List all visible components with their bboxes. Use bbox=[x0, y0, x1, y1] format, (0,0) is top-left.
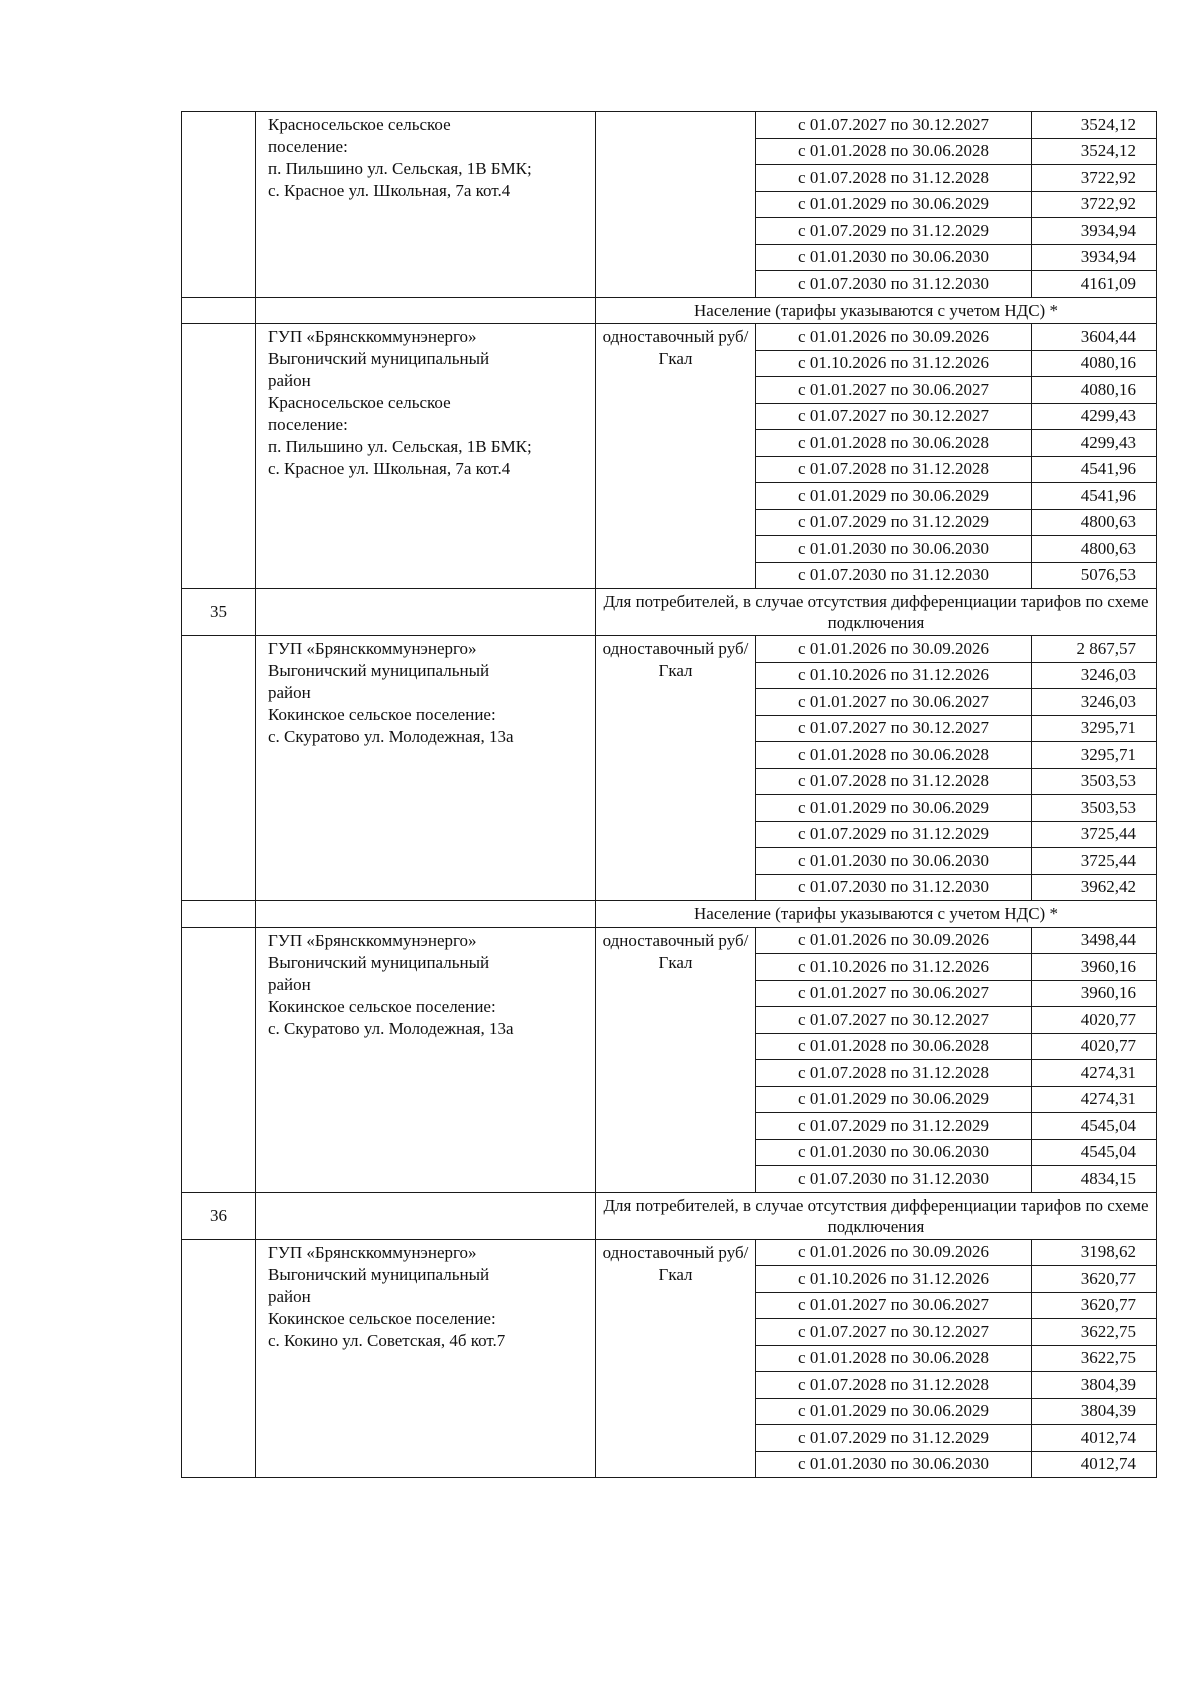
tariff-value-cell: 3198,62 bbox=[1032, 1239, 1157, 1266]
period-cell: с 01.07.2028 по 31.12.2028 bbox=[756, 1060, 1032, 1087]
organization-cell bbox=[256, 927, 596, 1192]
table-row bbox=[182, 324, 1157, 351]
empty-cell bbox=[256, 297, 596, 324]
organization-line: ГУП «Брянсккоммунэнерго» bbox=[268, 1242, 477, 1262]
organization-line: Красносельское сельское bbox=[268, 393, 451, 412]
empty-cell bbox=[256, 901, 596, 928]
organization-cell bbox=[256, 324, 596, 589]
period-cell: с 01.07.2027 по 30.12.2027 bbox=[756, 403, 1032, 430]
period-cell: с 01.01.2028 по 30.06.2028 bbox=[756, 430, 1032, 457]
tariff-value-cell: 3524,12 bbox=[1032, 112, 1157, 139]
tariff-value-cell: 4800,63 bbox=[1032, 536, 1157, 563]
organization-line: Выгоничский муниципальный bbox=[268, 952, 490, 972]
organization-line: район bbox=[268, 1286, 311, 1306]
period-cell: с 01.01.2030 по 30.06.2030 bbox=[756, 536, 1032, 563]
tariff-value-cell: 3804,39 bbox=[1032, 1372, 1157, 1399]
period-cell: с 01.01.2028 по 30.06.2028 bbox=[756, 138, 1032, 165]
section-header-row bbox=[182, 589, 1157, 636]
organization-line: с. Скуратово ул. Молодежная, 13а bbox=[268, 1018, 514, 1038]
number-cell bbox=[182, 927, 256, 1192]
tariff-value-cell: 3722,92 bbox=[1032, 191, 1157, 218]
period-cell: с 01.01.2028 по 30.06.2028 bbox=[756, 1033, 1032, 1060]
tariff-value-cell: 4800,63 bbox=[1032, 509, 1157, 536]
tariff-table-body bbox=[182, 112, 1157, 1478]
period-cell: с 01.07.2027 по 30.12.2027 bbox=[756, 112, 1032, 139]
tariff-value-cell: 3246,03 bbox=[1032, 662, 1157, 689]
tariff-value-cell: 2 867,57 bbox=[1032, 636, 1157, 663]
tariff-value-cell: 3934,94 bbox=[1032, 244, 1157, 271]
number-cell bbox=[182, 324, 256, 589]
tariff-value-cell: 3295,71 bbox=[1032, 715, 1157, 742]
number-cell bbox=[182, 636, 256, 901]
period-cell: с 01.07.2030 по 31.12.2030 bbox=[756, 271, 1032, 298]
table-row bbox=[182, 112, 1157, 139]
period-cell: с 01.01.2026 по 30.09.2026 bbox=[756, 1239, 1032, 1266]
organization-line: район bbox=[268, 371, 311, 390]
period-cell: с 01.01.2028 по 30.06.2028 bbox=[756, 742, 1032, 769]
period-cell: с 01.01.2027 по 30.06.2027 bbox=[756, 689, 1032, 716]
tariff-value-cell: 3295,71 bbox=[1032, 742, 1157, 769]
organization-line: Выгоничский муниципальный bbox=[268, 1264, 490, 1284]
section-number bbox=[182, 297, 256, 324]
organization-line: с. Красное ул. Школьная, 7а кот.4 bbox=[268, 181, 511, 200]
tariff-value-cell: 4012,74 bbox=[1032, 1425, 1157, 1452]
organization-line: ГУП «Брянсккоммунэнерго» bbox=[268, 639, 477, 658]
tariff-value-cell: 3524,12 bbox=[1032, 138, 1157, 165]
organization-cell bbox=[256, 1239, 596, 1478]
period-cell: с 01.01.2030 по 30.06.2030 bbox=[756, 848, 1032, 875]
period-cell: с 01.01.2026 по 30.09.2026 bbox=[756, 324, 1032, 351]
tariff-type-cell bbox=[596, 112, 756, 298]
organization-line: ГУП «Брянсккоммунэнерго» bbox=[268, 930, 477, 950]
tariff-type-cell: одноставочный руб/Гкал bbox=[596, 636, 756, 901]
organization-line: с. Красное ул. Школьная, 7а кот.4 bbox=[268, 459, 511, 478]
period-cell: с 01.07.2029 по 31.12.2029 bbox=[756, 1425, 1032, 1452]
tariff-value-cell: 3604,44 bbox=[1032, 324, 1157, 351]
organization-line: Кокинское сельское поселение: bbox=[268, 705, 496, 724]
table-row bbox=[182, 1239, 1157, 1266]
organization-line: Выгоничский муниципальный bbox=[268, 661, 490, 680]
tariff-value-cell: 4020,77 bbox=[1032, 1007, 1157, 1034]
tariff-value-cell: 3804,39 bbox=[1032, 1398, 1157, 1425]
organization-line: поселение: bbox=[268, 415, 348, 434]
period-cell: с 01.01.2029 по 30.06.2029 bbox=[756, 483, 1032, 510]
organization-cell bbox=[256, 636, 596, 901]
section-header: Для потребителей, в случае отсутствия дифференциации тарифов по схеме подключения bbox=[596, 589, 1157, 636]
empty-cell bbox=[256, 1192, 596, 1239]
section-header: Население (тарифы указываются с учетом НДС) * bbox=[596, 297, 1157, 324]
number-cell bbox=[182, 112, 256, 298]
period-cell: с 01.07.2029 по 31.12.2029 bbox=[756, 509, 1032, 536]
organization-cell bbox=[256, 112, 596, 298]
period-cell: с 01.07.2028 по 31.12.2028 bbox=[756, 1372, 1032, 1399]
tariff-value-cell: 4080,16 bbox=[1032, 377, 1157, 404]
period-cell: с 01.07.2029 по 31.12.2029 bbox=[756, 218, 1032, 245]
tariff-value-cell: 3960,16 bbox=[1032, 980, 1157, 1007]
tariff-value-cell: 4541,96 bbox=[1032, 456, 1157, 483]
tariff-value-cell: 4012,74 bbox=[1032, 1451, 1157, 1478]
tariff-value-cell: 3960,16 bbox=[1032, 954, 1157, 981]
tariff-value-cell: 4545,04 bbox=[1032, 1113, 1157, 1140]
organization-line: п. Пильшино ул. Сельская, 1В БМК; bbox=[268, 159, 532, 178]
organization-line: поселение: bbox=[268, 137, 348, 156]
tariff-value-cell: 4080,16 bbox=[1032, 350, 1157, 377]
period-cell: с 01.01.2027 по 30.06.2027 bbox=[756, 377, 1032, 404]
tariff-value-cell: 3962,42 bbox=[1032, 874, 1157, 901]
period-cell: с 01.07.2030 по 31.12.2030 bbox=[756, 562, 1032, 589]
tariff-value-cell: 4274,31 bbox=[1032, 1086, 1157, 1113]
tariff-type-cell: одноставочный руб/Гкал bbox=[596, 324, 756, 589]
period-cell: с 01.01.2029 по 30.06.2029 bbox=[756, 795, 1032, 822]
period-cell: с 01.01.2027 по 30.06.2027 bbox=[756, 980, 1032, 1007]
period-cell: с 01.07.2029 по 31.12.2029 bbox=[756, 821, 1032, 848]
period-cell: с 01.01.2026 по 30.09.2026 bbox=[756, 927, 1032, 954]
period-cell: с 01.10.2026 по 31.12.2026 bbox=[756, 1266, 1032, 1293]
period-cell: с 01.07.2027 по 30.12.2027 bbox=[756, 1319, 1032, 1346]
organization-line: Красносельское сельское bbox=[268, 115, 451, 134]
tariff-value-cell: 4545,04 bbox=[1032, 1139, 1157, 1166]
period-cell: с 01.01.2028 по 30.06.2028 bbox=[756, 1345, 1032, 1372]
organization-line: район bbox=[268, 683, 311, 702]
tariff-value-cell: 3620,77 bbox=[1032, 1266, 1157, 1293]
period-cell: с 01.07.2028 по 31.12.2028 bbox=[756, 165, 1032, 192]
organization-line: Выгоничский муниципальный bbox=[268, 349, 490, 368]
period-cell: с 01.07.2030 по 31.12.2030 bbox=[756, 874, 1032, 901]
period-cell: с 01.01.2030 по 30.06.2030 bbox=[756, 1139, 1032, 1166]
period-cell: с 01.07.2028 по 31.12.2028 bbox=[756, 456, 1032, 483]
period-cell: с 01.07.2029 по 31.12.2029 bbox=[756, 1113, 1032, 1140]
tariff-value-cell: 3503,53 bbox=[1032, 768, 1157, 795]
tariff-value-cell: 4834,15 bbox=[1032, 1166, 1157, 1193]
tariff-value-cell: 3722,92 bbox=[1032, 165, 1157, 192]
tariff-value-cell: 4299,43 bbox=[1032, 430, 1157, 457]
organization-line: Кокинское сельское поселение: bbox=[268, 1308, 496, 1328]
period-cell: с 01.01.2029 по 30.06.2029 bbox=[756, 1086, 1032, 1113]
tariff-type-cell: одноставочный руб/Гкал bbox=[596, 1239, 756, 1478]
organization-line: с. Скуратово ул. Молодежная, 13а bbox=[268, 727, 514, 746]
organization-line: Кокинское сельское поселение: bbox=[268, 996, 496, 1016]
tariff-value-cell: 3246,03 bbox=[1032, 689, 1157, 716]
section-header-row bbox=[182, 901, 1157, 928]
tariff-value-cell: 3725,44 bbox=[1032, 848, 1157, 875]
section-header-row bbox=[182, 297, 1157, 324]
tariff-table bbox=[181, 111, 1157, 1478]
organization-line: с. Кокино ул. Советская, 4б кот.7 bbox=[268, 1330, 506, 1350]
tariff-value-cell: 3498,44 bbox=[1032, 927, 1157, 954]
section-header: Население (тарифы указываются с учетом НДС) * bbox=[596, 901, 1157, 928]
period-cell: с 01.01.2026 по 30.09.2026 bbox=[756, 636, 1032, 663]
tariff-value-cell: 3934,94 bbox=[1032, 218, 1157, 245]
section-number: 36 bbox=[182, 1192, 256, 1239]
period-cell: с 01.07.2030 по 31.12.2030 bbox=[756, 1166, 1032, 1193]
table-row bbox=[182, 927, 1157, 954]
table-row bbox=[182, 636, 1157, 663]
tariff-value-cell: 3622,75 bbox=[1032, 1345, 1157, 1372]
tariff-value-cell: 4541,96 bbox=[1032, 483, 1157, 510]
tariff-value-cell: 3503,53 bbox=[1032, 795, 1157, 822]
period-cell: с 01.10.2026 по 31.12.2026 bbox=[756, 954, 1032, 981]
tariff-value-cell: 4020,77 bbox=[1032, 1033, 1157, 1060]
period-cell: с 01.01.2030 по 30.06.2030 bbox=[756, 1451, 1032, 1478]
section-number bbox=[182, 901, 256, 928]
number-cell bbox=[182, 1239, 256, 1478]
period-cell: с 01.10.2026 по 31.12.2026 bbox=[756, 662, 1032, 689]
period-cell: с 01.01.2029 по 30.06.2029 bbox=[756, 1398, 1032, 1425]
tariff-value-cell: 3622,75 bbox=[1032, 1319, 1157, 1346]
section-header: Для потребителей, в случае отсутствия дифференциации тарифов по схеме подключения bbox=[596, 1192, 1157, 1239]
tariff-value-cell: 3725,44 bbox=[1032, 821, 1157, 848]
organization-line: район bbox=[268, 974, 311, 994]
period-cell: с 01.07.2027 по 30.12.2027 bbox=[756, 715, 1032, 742]
organization-line: п. Пильшино ул. Сельская, 1В БМК; bbox=[268, 437, 532, 456]
section-number: 35 bbox=[182, 589, 256, 636]
period-cell: с 01.10.2026 по 31.12.2026 bbox=[756, 350, 1032, 377]
tariff-value-cell: 5076,53 bbox=[1032, 562, 1157, 589]
organization-line: ГУП «Брянсккоммунэнерго» bbox=[268, 327, 477, 346]
period-cell: с 01.07.2027 по 30.12.2027 bbox=[756, 1007, 1032, 1034]
period-cell: с 01.01.2027 по 30.06.2027 bbox=[756, 1292, 1032, 1319]
tariff-value-cell: 4299,43 bbox=[1032, 403, 1157, 430]
tariff-type-cell: одноставочный руб/Гкал bbox=[596, 927, 756, 1192]
period-cell: с 01.07.2028 по 31.12.2028 bbox=[756, 768, 1032, 795]
period-cell: с 01.01.2030 по 30.06.2030 bbox=[756, 244, 1032, 271]
tariff-value-cell: 3620,77 bbox=[1032, 1292, 1157, 1319]
tariff-value-cell: 4161,09 bbox=[1032, 271, 1157, 298]
empty-cell bbox=[256, 589, 596, 636]
period-cell: с 01.01.2029 по 30.06.2029 bbox=[756, 191, 1032, 218]
tariff-value-cell: 4274,31 bbox=[1032, 1060, 1157, 1087]
section-header-row bbox=[182, 1192, 1157, 1239]
